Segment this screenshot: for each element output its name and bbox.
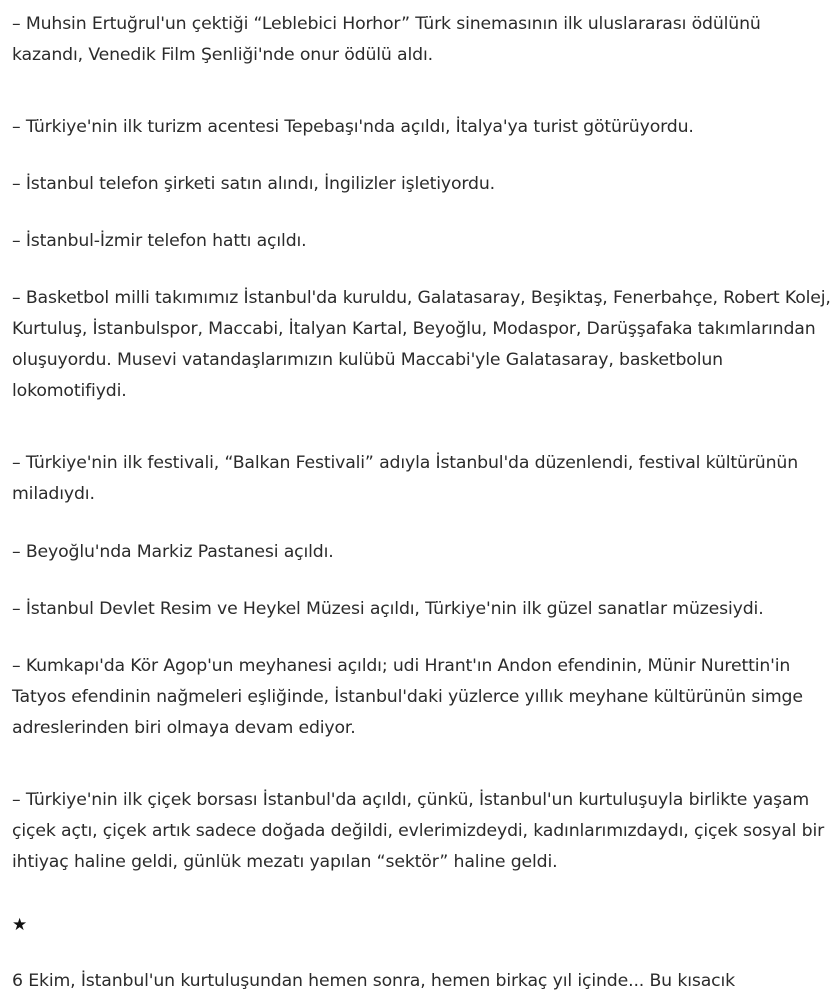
paragraph-cicek-borsasi: – Türkiye'nin ilk çiçek borsası İstanbul'da açıldı, çünkü, İstanbul'un kurtuluşuyla birlikte yaşam çiçek açtı, çiçek artık sadece doğada değildi, evlerimizdeydi, kadınlarımızdaydı, çiçek sosyal bir ihtiyaç haline geldi, günlük mezatı yapılan “sektör” haline geldi.: [12, 790, 825, 872]
paragraph-basketbol: – Basketbol milli takımımız İstanbul'da kuruldu, Galatasaray, Beşiktaş, Fenerbahçe, Robert Kolej, Kurtuluş, İstanbulspor, Maccabi, İtalyan Kartal, Beyoğlu, Modaspor, Darüşşafaka takımlarından oluşuyordu. Musevi vatandaşlarımızın kulübü Maccabi'yle Galatasaray, basketbolun lokomotifiydi.: [12, 288, 831, 401]
paragraph-telefon-hatti: – İstanbul-İzmir telefon hattı açıldı.: [12, 231, 307, 251]
paragraph-markiz-pastanesi: – Beyoğlu'nda Markiz Pastanesi açıldı.: [12, 542, 334, 562]
paragraph-turizm-acentesi: – Türkiye'nin ilk turizm acentesi Tepebaşı'nda açıldı, İtalya'ya turist götürüyordu.: [12, 117, 694, 137]
star-separator-icon: ★: [12, 915, 28, 935]
paragraph-balkan-festivali: – Türkiye'nin ilk festivali, “Balkan Festivali” adıyla İstanbul'da düzenlendi, festival kültürünün miladıydı.: [12, 453, 798, 504]
paragraph-resim-heykel-muzesi: – İstanbul Devlet Resim ve Heykel Müzesi açıldı, Türkiye'nin ilk güzel sanatlar müzesiydi.: [12, 599, 764, 619]
paragraph-6-ekim: 6 Ekim, İstanbul'un kurtuluşundan hemen sonra, hemen birkaç yıl içinde... Bu kısacık: [12, 971, 735, 991]
paragraph-telefon-sirketi: – İstanbul telefon şirketi satın alındı, İngilizler işletiyordu.: [12, 174, 495, 194]
paragraph-leblebici-horhor: – Muhsin Ertuğrul'un çektiği “Leblebici Horhor” Türk sinemasının ilk uluslararası ödülünü kazandı, Venedik Film Şenliği'nde onur ödülü aldı.: [12, 14, 761, 65]
paragraph-kor-agop-meyhanesi: – Kumkapı'da Kör Agop'un meyhanesi açıldı; udi Hrant'ın Andon efendinin, Münir Nurettin'in Tatyos efendinin nağmeleri eşliğinde, İstanbul'daki yüzlerce yıllık meyhane kültürünün simge adreslerinden biri olmaya devam ediyor.: [12, 656, 803, 738]
